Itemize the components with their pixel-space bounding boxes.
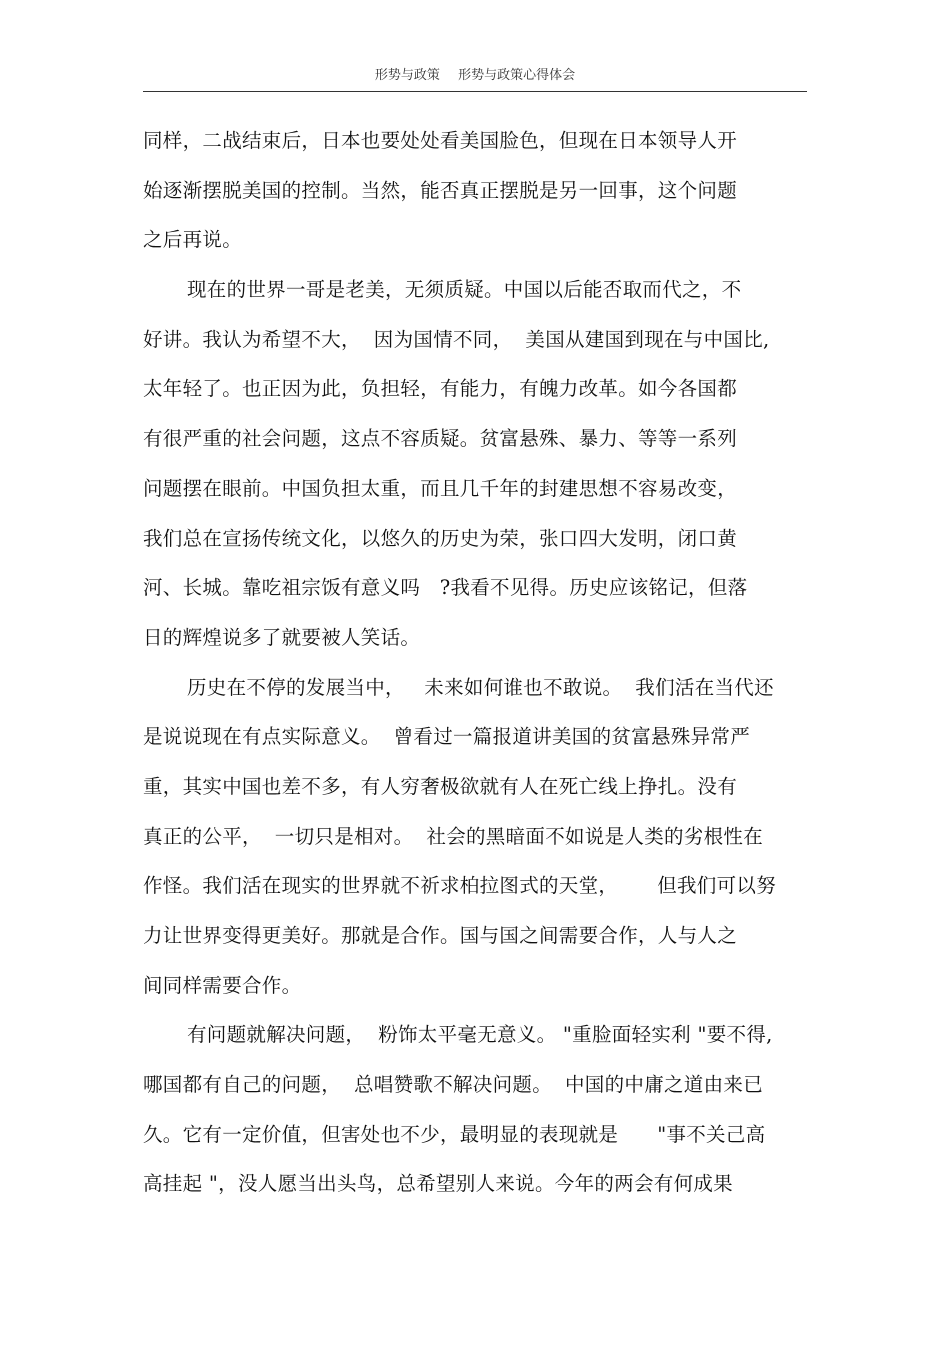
text-line: 哪国都有自己的问题， 总唱赞歌不解决问题。 中国的中庸之道由来已 (143, 1073, 763, 1097)
text-line: 问题摆在眼前。中国负担太重，而且几千年的封建思想不容易改变， (143, 476, 738, 500)
text-line: 重，其实中国也差不多，有人穷奢极欲就有人在死亡线上挣扎。没有 (143, 774, 738, 798)
text-line: 历史在不停的发展当中， 未来如何谁也不敢说。 我们活在当代还 (187, 675, 774, 699)
document-body (143, 116, 807, 1209)
header-document-title: 形势与政策心得体会 (458, 68, 576, 83)
paragraph (143, 116, 807, 265)
text-line: 间同样需要合作。 (143, 973, 302, 997)
text-line: 太年轻了。也正因为此，负担轻，有能力，有魄力改革。如今各国都 (143, 377, 738, 401)
text-line: 真正的公平， 一切只是相对。 社会的黑暗面不如说是人类的劣根性在 (143, 824, 763, 848)
text-line: 我们总在宣扬传统文化，以悠久的历史为荣，张口四大发明，闭口黄 (143, 526, 738, 550)
text-line: 力让世界变得更美好。那就是合作。国与国之间需要合作，人与人之 (143, 924, 738, 947)
text-line: 有很严重的社会问题，这点不容质疑。贫富悬殊、暴力、等等一系列 (143, 427, 738, 451)
text-line: 日的辉煌说多了就要被人笑话。 (143, 625, 421, 649)
text-line: 好讲。我认为希望不大， 因为国情不同， 美国从建国到现在与中国比, (143, 327, 770, 351)
text-line: 同样，二战结束后，日本也要处处看美国脸色，但现在日本领导人开 (143, 129, 738, 152)
running-header (0, 64, 950, 83)
text-line: 现在的世界一哥是老美，无须质疑。中国以后能否取而代之，不 (187, 278, 742, 302)
paragraph (143, 1010, 807, 1209)
text-line: 河、长城。靠吃祖宗饭有意义吗 ?我看不见得。历史应该铭记，但落 (143, 576, 748, 600)
paragraph (143, 663, 807, 1011)
text-line: 高挂起 "，没人愿当出头鸟，总希望别人来说。今年的两会有何成果 (143, 1172, 733, 1196)
text-line: 作怪。我们活在现实的世界就不祈求柏拉图式的天堂， 但我们可以努 (143, 874, 776, 898)
text-line: 久。它有一定价值，但害处也不少，最明显的表现就是 "事不关己高 (143, 1122, 766, 1146)
text-line: 是说说现在有点实际意义。 曾看过一篇报道讲美国的贫富悬殊异常严 (143, 725, 750, 749)
paragraph (143, 265, 807, 663)
text-line: 有问题就解决问题， 粉饰太平毫无意义。 "重脸面轻实利 "要不得, (187, 1023, 773, 1047)
text-line: 之后再说。 (143, 228, 243, 252)
text-line: 始逐渐摆脱美国的控制。当然，能否真正摆脱是另一回事，这个问题 (143, 178, 738, 202)
header-rule (143, 91, 807, 92)
header-course-title: 形势与政策 (374, 68, 440, 83)
